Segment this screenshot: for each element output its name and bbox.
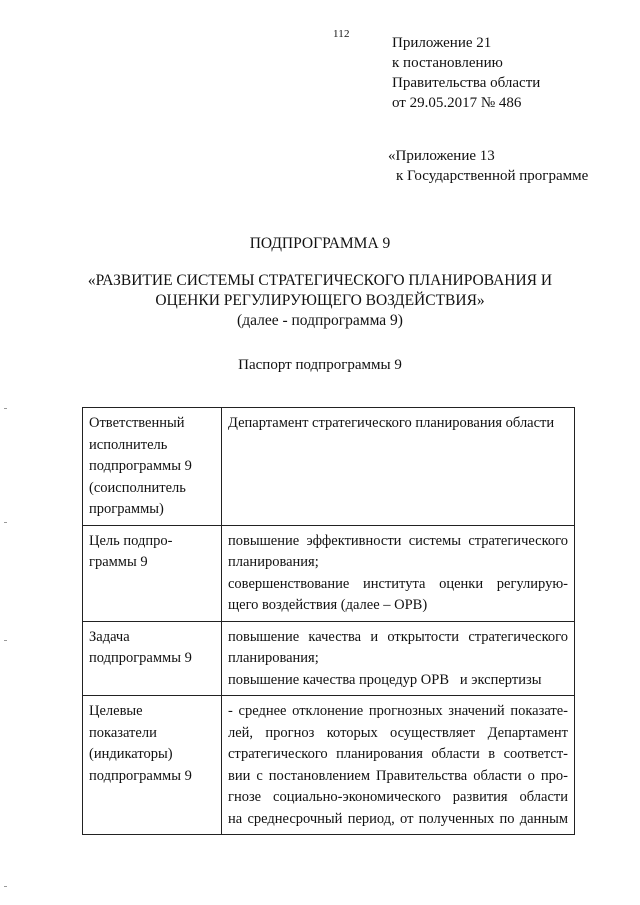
scan-margin-mark <box>4 522 7 523</box>
value-line: повышение качества и открытости стратегического <box>228 628 568 645</box>
subprogram-heading: ПОДПРОГРАММА 9 <box>249 235 391 252</box>
appendix-line: Приложение 21 <box>392 35 492 51</box>
table-row <box>83 525 575 621</box>
label-line: Целевые <box>89 703 143 719</box>
row-label <box>83 408 222 526</box>
appendix-line: Правительства области <box>392 75 541 91</box>
label-line: исполнитель <box>89 436 168 453</box>
row-value <box>222 696 575 835</box>
subprogram-name-line: «РАЗВИТИЕ СИСТЕМЫ СТРАТЕГИЧЕСКОГО ПЛАНИРОВАНИЯ И <box>87 272 553 289</box>
scan-margin-mark <box>4 886 7 887</box>
scan-margin-mark <box>4 408 7 409</box>
label-line: подпрограммы 9 <box>89 767 192 784</box>
value-line: планирования; <box>228 554 319 570</box>
appendix-line: к постановлению <box>392 55 503 71</box>
label-line: (соисполнитель <box>89 479 186 496</box>
label-line: Цель подпро- <box>89 532 173 549</box>
row-label <box>83 621 222 696</box>
label-line: Ответственный <box>89 415 185 431</box>
subprogram-title-block <box>0 234 640 331</box>
row-label <box>83 525 222 621</box>
label-line: граммы 9 <box>89 554 148 570</box>
table-row <box>83 696 575 835</box>
value-line: повышение качества процедур ОРВ и экспертизы <box>228 671 542 688</box>
value-line: - среднее отклонение прогнозных значений показате- <box>228 703 568 719</box>
value-line: гнозе социально-экономического развития области <box>228 789 568 805</box>
appendix-13-line: к Государственной программе <box>396 168 589 184</box>
value-line: лей, прогноз которых осуществляет Департамент <box>228 724 568 741</box>
passport-table <box>82 407 575 835</box>
value-line: повышение эффективности системы стратегического <box>228 532 568 549</box>
value-line: планирования; <box>228 650 319 666</box>
label-line: подпрограммы 9 <box>89 650 192 666</box>
passport-title: Паспорт подпрограммы 9 <box>238 357 402 373</box>
page-number: 112 <box>333 28 350 40</box>
appendix-13-reference <box>388 146 588 186</box>
row-value <box>222 525 575 621</box>
appendix-13-line: «Приложение 13 <box>388 148 495 164</box>
row-value <box>222 408 575 526</box>
label-line: (индикаторы) <box>89 746 173 762</box>
value-line: Департамент стратегического планирования области <box>228 415 555 431</box>
value-line: на среднесрочный период, от полученных по данным <box>228 810 568 827</box>
appendix-line: от 29.05.2017 № 486 <box>392 95 522 111</box>
value-line: совершенствование института оценки регулирую- <box>228 575 568 592</box>
appendix-21-reference <box>392 33 540 113</box>
value-line: вии с постановлением Правительства области о про- <box>228 767 568 784</box>
row-label <box>83 696 222 835</box>
subprogram-name-line: ОЦЕНКИ РЕГУЛИРУЮЩЕГО ВОЗДЕЙСТВИЯ» <box>155 292 485 309</box>
table-row <box>83 408 575 526</box>
table-row <box>83 621 575 696</box>
label-line: подпрограммы 9 <box>89 458 192 474</box>
subprogram-short-name: (далее - подпрограмма 9) <box>237 312 403 329</box>
row-value <box>222 621 575 696</box>
scan-margin-mark <box>4 640 7 641</box>
label-line: показатели <box>89 724 157 741</box>
value-line: стратегического планирования области в соответст- <box>228 746 568 762</box>
label-line: программы) <box>89 501 164 517</box>
label-line: Задача <box>89 628 130 645</box>
value-line: щего воздействия (далее – ОРВ) <box>228 597 428 613</box>
